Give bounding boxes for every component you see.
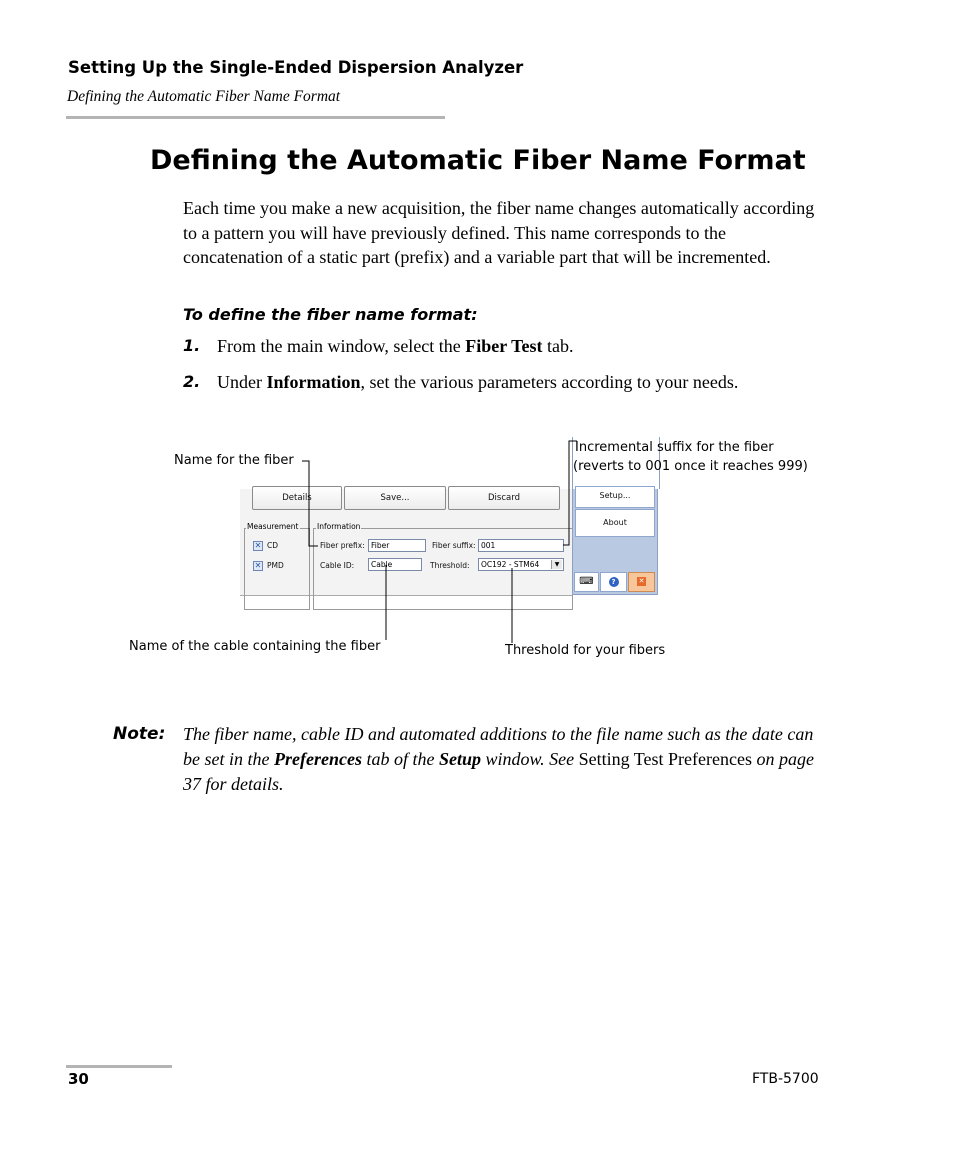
fiber-prefix-label: Fiber prefix: (320, 541, 365, 550)
fiber-suffix-input[interactable]: 001 (478, 539, 564, 552)
cd-checkbox[interactable]: ✕ (254, 541, 262, 550)
save-button[interactable]: Save... (344, 486, 446, 510)
note-text: The fiber name, cable ID and automated additions to the file name such as the date can be set in the Preferences tab of the Setup window. See Setting Test Preferences on page 37 for details. (183, 724, 814, 794)
footer-rule (66, 1065, 172, 1068)
setup-button[interactable]: Setup... (575, 486, 655, 508)
procedure-title: To define the fiber name format: (183, 305, 478, 324)
callout-cable-name: Name of the cable containing the fiber (129, 639, 381, 654)
callout-incremental-suffix-line1: Incremental suffix for the fiber (575, 440, 774, 455)
threshold-value: OC192 - STM64 (481, 560, 540, 569)
callout-threshold: Threshold for your fibers (505, 643, 666, 658)
fiber-suffix-label: Fiber suffix: (432, 541, 476, 550)
measurement-group-title: Measurement (247, 522, 299, 531)
fiber-prefix-input[interactable]: Fiber (368, 539, 426, 552)
cable-id-label: Cable ID: (320, 561, 355, 570)
callout-fiber-name: Name for the fiber (174, 453, 294, 468)
help-icon[interactable]: ? (600, 572, 627, 592)
product-name: FTB-5700 (752, 1071, 819, 1087)
pmd-checkbox[interactable]: ✕ (254, 561, 262, 570)
about-button[interactable]: About (575, 509, 655, 537)
leader-fiber-prefix (302, 461, 318, 546)
section-title: Defining the Automatic Fiber Name Format (150, 145, 806, 176)
callout-incremental-suffix-line2: (reverts to 001 once it reaches 999) (573, 459, 808, 474)
running-header-title: Setting Up the Single-Ended Dispersion Analyzer (68, 58, 524, 77)
step-number: 2. (183, 372, 201, 391)
chevron-down-icon[interactable]: ▼ (551, 560, 562, 569)
pmd-label: PMD (267, 561, 284, 570)
details-button[interactable]: Details (252, 486, 342, 510)
cd-label: CD (267, 541, 279, 550)
running-header-subtitle: Defining the Automatic Fiber Name Format (67, 88, 341, 105)
intro-paragraph: Each time you make a new acquisition, the fiber name changes automatically according to a pattern you will have previously defined. This name corresponds to the concatenation of a static part (prefix) and a variable part that will be incremented. (183, 198, 815, 267)
note-label: Note: (113, 724, 166, 744)
close-icon[interactable]: ✕ (628, 572, 655, 592)
cable-id-input[interactable]: Cable (368, 558, 422, 571)
step-number: 1. (183, 336, 201, 355)
keyboard-icon[interactable]: ⌨ (574, 572, 599, 592)
information-group-title: Information (317, 522, 361, 531)
note-reference-link[interactable]: Setting Test Preferences (578, 749, 752, 769)
discard-button[interactable]: Discard (448, 486, 560, 510)
threshold-label: Threshold: (430, 561, 470, 570)
step-text: Under Information, set the various parameters according to your needs. (217, 372, 739, 392)
page-number: 30 (68, 1070, 89, 1088)
step-text: From the main window, select the Fiber Test tab. (217, 336, 574, 356)
